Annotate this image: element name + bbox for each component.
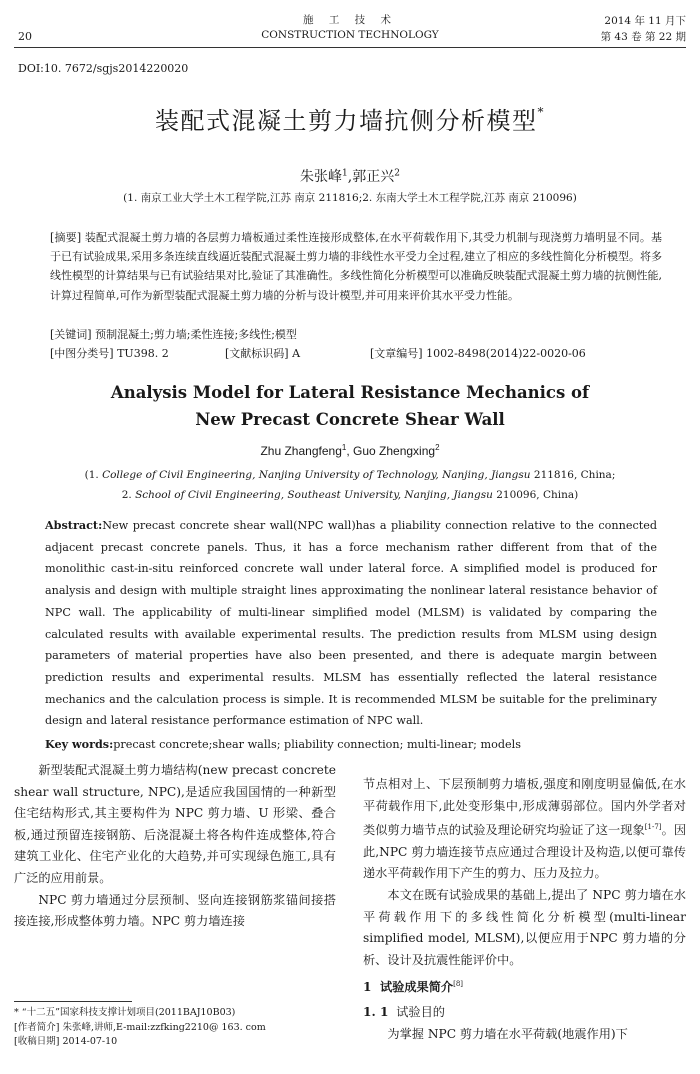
body-column-right [363, 774, 686, 1045]
keywords-en-label: Key words [45, 737, 110, 751]
keywords-cn [50, 326, 662, 342]
issue-date: 2014 年 11 月下 [604, 15, 686, 27]
author-affil-mark: 1 [341, 443, 347, 452]
volume-issue: 第 43 卷 第 22 期 [600, 31, 686, 43]
doc-code [225, 345, 300, 361]
keywords-en-text: precast concrete;shear walls; pliability connection; multi-linear; models [113, 738, 521, 751]
authors-cn [0, 166, 700, 186]
author-name: 郭正兴 [352, 169, 395, 185]
abstract-cn [50, 228, 662, 305]
citation[interactable]: [1-7] [644, 823, 662, 832]
footnote-received [14, 1035, 344, 1050]
keywords-cn-label: [关键词] [50, 328, 92, 341]
keywords-en [45, 737, 657, 751]
affiliation-en-line [0, 465, 700, 485]
title-cn [0, 101, 700, 136]
affil-text: College of Civil Engineering, Nanjing University of Technology, Nanjing, Jiangsu [102, 469, 531, 481]
body-paragraph: NPC 剪力墙通过分层预制、竖向连接钢筋浆锚间接搭接连接,形成整体剪力墙。NPC 剪力墙连接 [14, 892, 336, 929]
abstract-en [45, 515, 657, 732]
author-affil-mark: 2 [435, 443, 440, 452]
author-separator: , [346, 444, 353, 458]
author-separator: , [347, 169, 353, 185]
subsection-title: 试验目的 [396, 1005, 445, 1020]
author-name: Zhu Zhangfeng [260, 444, 342, 458]
clc-value: TU398. 2 [117, 347, 169, 360]
author-name: 朱张峰 [300, 169, 343, 185]
affil-tail: 210096, China) [492, 489, 579, 501]
doc-code-value: A [292, 347, 301, 360]
author-affil-mark: 2 [394, 168, 400, 179]
journal-header [0, 13, 700, 43]
title-footnote-mark: * [537, 105, 545, 119]
affil-tail: 211816, China; [530, 469, 616, 481]
page-number: 20 [18, 30, 32, 43]
abstract-en-colon: : [98, 518, 103, 532]
abstract-en-text: New precast concrete shear wall(NPC wall)has a pliability connection relative to the connected adjacent precast concrete panels. Thus, it has a force mechanism rather different from that of the monolithic cast-in-situ reinforced concrete wall under lateral force. A simplified model is produced for analysis and design with multiple straight lines approximating the nonlinear lateral resistance behavior of NPC wall. The applicability of multi-linear simplified model (MLSM) is validated by comparing the calculated results with available experimental results. The prediction results from MLSM using design parameters of material properties have also been presented, and there is adequate margin between prediction results and experimental results. MLSM has essentially reflected the lateral resistance mechanics and the calculation process is simple. It is recommended MLSM be suitable for the preliminary design and lateral resistance performance estimation of NPC wall. [45, 519, 657, 728]
citation[interactable]: [8] [453, 980, 464, 989]
article-number-value: 1002-8498(2014)22-0020-06 [426, 347, 586, 360]
abstract-en-label: Abstract [45, 518, 99, 532]
title-cn-text: 装配式混凝土剪力墙抗侧分析模型 [155, 107, 538, 135]
body-column-left [14, 760, 336, 933]
clc-number [50, 345, 169, 361]
footnote-received-text: 2014-07-10 [62, 1036, 118, 1047]
footnote-author-label: [作者简介] [14, 1021, 60, 1033]
section-number: 1 [363, 980, 372, 995]
authors-en [0, 443, 700, 458]
keywords-en-colon: : [109, 737, 114, 751]
footnotes [14, 1006, 344, 1050]
issue-info [601, 13, 686, 45]
title-en-line: New Precast Concrete Shear Wall [195, 410, 505, 429]
article-number-label: [文章编号] [370, 347, 423, 360]
author-affil-mark: 1 [342, 168, 348, 179]
affil-text: School of Civil Engineering, Southeast University, Nanjing, Jiangsu [135, 489, 493, 501]
title-en-line: Analysis Model for Lateral Resistance Mechanics of [110, 383, 590, 402]
footnote-author [14, 1021, 344, 1036]
title-en [0, 379, 700, 433]
footnote-received-label: [收稿日期] [14, 1036, 60, 1047]
section-title: 试验成果简介 [379, 980, 454, 995]
abstract-cn-text: 装配式混凝土剪力墙的各层剪力墙板通过柔性连接形成整体,在水平荷载作用下,其受力机制与现浇剪力墙明显不同。基于已有试验成果,采用多条连续直线逼近装配式混凝土剪力墙的非线性水平受力全过程,建立了相应的多线性简化分析模型。将多线性模型的计算结果与已有试验结果对比,验证了其准确性。多线性简化分析模型可以准确反映装配式混凝土剪力墙的抗侧性能,计算过程简单,可作为新型装配式混凝土剪力墙的分析与设计模型,并可用来评价其水平受力性能。 [50, 231, 663, 302]
subsection-number: 1. 1 [363, 1005, 389, 1020]
affil-num: 2. [121, 489, 136, 501]
affil-num: (1. [84, 469, 103, 481]
author-name: Guo Zhengxing [353, 444, 436, 458]
section-heading [363, 974, 686, 999]
footnote-author-text: 朱张峰,讲师,E-mail:zzfking2210@ 163. com [62, 1021, 266, 1033]
clc-label: [中图分类号] [50, 347, 114, 360]
doc-code-label: [文献标识码] [225, 347, 289, 360]
body-paragraph: 新型装配式混凝土剪力墙结构(new precast concrete shear wall structure, NPC),是适应我国国情的一种新型住宅结构形式,其主要构件为 NPC 剪力墙、U 形梁、叠合板,通过预留连接钢筋、后浇混凝土将各构件连成整体,符合建筑工业化、住宅产业化的大趋势,并可实现绿色施工,具有广泛的应用前景。 [14, 763, 336, 885]
subsection-heading [363, 1002, 686, 1024]
body-paragraph: 本文在既有试验成果的基础上,提出了 NPC 剪力墙在水平荷载作用下的多线性简化分析模型(multi-linear simplified model, MLSM),以便应用于NPC 剪力墙的分析、设计及抗震性能评价中。 [363, 888, 686, 967]
body-paragraph [363, 774, 686, 885]
journal-name-cn: 施 工 技 术 [302, 14, 397, 26]
keywords-cn-text: 预制混凝土;剪力墙;柔性连接;多线性;模型 [95, 328, 297, 341]
journal-name-en: CONSTRUCTION TECHNOLOGY [261, 29, 439, 41]
affiliation-en-line [0, 485, 700, 505]
footnote-rule [14, 1001, 132, 1002]
doi: DOI:10. 7672/sgjs2014220020 [18, 62, 189, 75]
affiliation-cn: (1. 南京工业大学土木工程学院,江苏 南京 211816;2. 东南大学土木工程学院,江苏 南京 210096) [123, 192, 577, 204]
footnote-fund: * “十二五”国家科技支撑计划项目(2011BAJ10B03) [14, 1007, 236, 1018]
header-rule [14, 47, 686, 48]
body-paragraph: 为掌握 NPC 剪力墙在水平荷载(地震作用)下 [387, 1026, 628, 1041]
body-text: 。因此,NPC 剪力墙连接节点应通过合理设计及构造,以便可靠传递水平荷载作用下产生的剪力、压力及拉力。 [363, 823, 687, 881]
article-number [370, 345, 586, 361]
abstract-cn-label: [摘要] [50, 231, 82, 244]
affiliation-en [0, 465, 700, 505]
body-text: 节点相对上、下层预制剪力墙板,强度和刚度明显偏低,在水平荷载作用下,此处变形集中,形成薄弱部位。国内外学者对类似剪力墙节点的试验及理论研究均验证了这一现象 [363, 777, 686, 838]
